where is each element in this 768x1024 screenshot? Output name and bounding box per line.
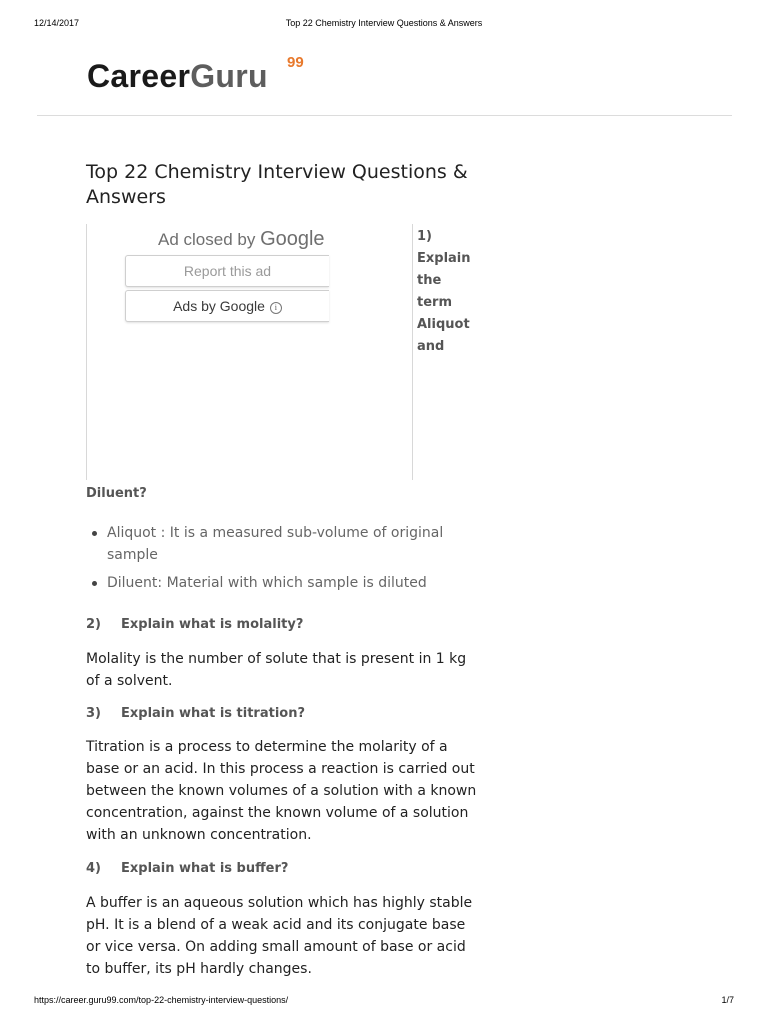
list-item: Diluent: Material with which sample is diluted [107, 572, 497, 594]
question-3-heading [86, 704, 305, 724]
answer-1-list [86, 522, 497, 600]
site-logo[interactable] [87, 56, 268, 96]
answer-3: Titration is a process to determine the molarity of a base or an acid. In this process a reaction is carried out between the known volumes of a solution with a known concentration, against the known volume of a solution with an unknown concentration. [86, 739, 477, 843]
question-word: Aliquot [417, 317, 470, 332]
question-word: and [417, 339, 445, 354]
question-number: 3) [86, 706, 101, 721]
question-number: 1) [417, 229, 432, 244]
ads-by-google-label: Ads by Google [173, 298, 265, 314]
print-page-title: Top 22 Chemistry Interview Questions & Answers [285, 18, 483, 28]
question-word: term [417, 295, 452, 310]
question-4-heading [86, 859, 288, 879]
question-number: 4) [86, 861, 101, 876]
ads-by-google-button[interactable] [125, 290, 329, 322]
print-page-number: 1/7 [721, 995, 734, 1005]
ad-closed-brand: Google [260, 228, 325, 250]
info-icon: i [270, 302, 282, 314]
list-item: Aliquot : It is a measured sub-volume of original sample [107, 522, 497, 566]
answer-2: Molality is the number of solute that is present in 1 kg of a solvent. [86, 651, 467, 689]
logo-guru-text: Guru [190, 58, 268, 94]
question-text: Explain what is molality? [121, 617, 304, 632]
report-ad-button[interactable]: Report this ad [125, 255, 329, 287]
logo-career-text: Career [87, 58, 191, 94]
print-date: 12/14/2017 [34, 18, 80, 28]
question-1-tail: Diluent? [86, 486, 147, 501]
question-2-heading [86, 615, 303, 635]
question-1-heading [417, 226, 477, 358]
question-text: Explain what is buffer? [121, 861, 289, 876]
answer-4: A buffer is an aqueous solution which has highly stable pH. It is a blend of a weak acid and its conjugate base or vice versa. On adding small amount of base or acid to buffer, its pH hardly changes. [86, 895, 473, 977]
ad-closed-notice [158, 228, 325, 251]
print-url: https://career.guru99.com/top-22-chemistry-interview-questions/ [34, 995, 289, 1005]
header-divider [37, 115, 732, 116]
question-word: the [417, 273, 442, 288]
question-number: 2) [86, 617, 101, 632]
ad-closed-prefix: Ad closed by [158, 230, 261, 249]
article-title: Top 22 Chemistry Interview Questions & Answers [86, 161, 468, 208]
question-word: Explain [417, 251, 471, 266]
question-text: Explain what is titration? [121, 706, 305, 721]
logo-superscript: 99 [287, 54, 304, 71]
